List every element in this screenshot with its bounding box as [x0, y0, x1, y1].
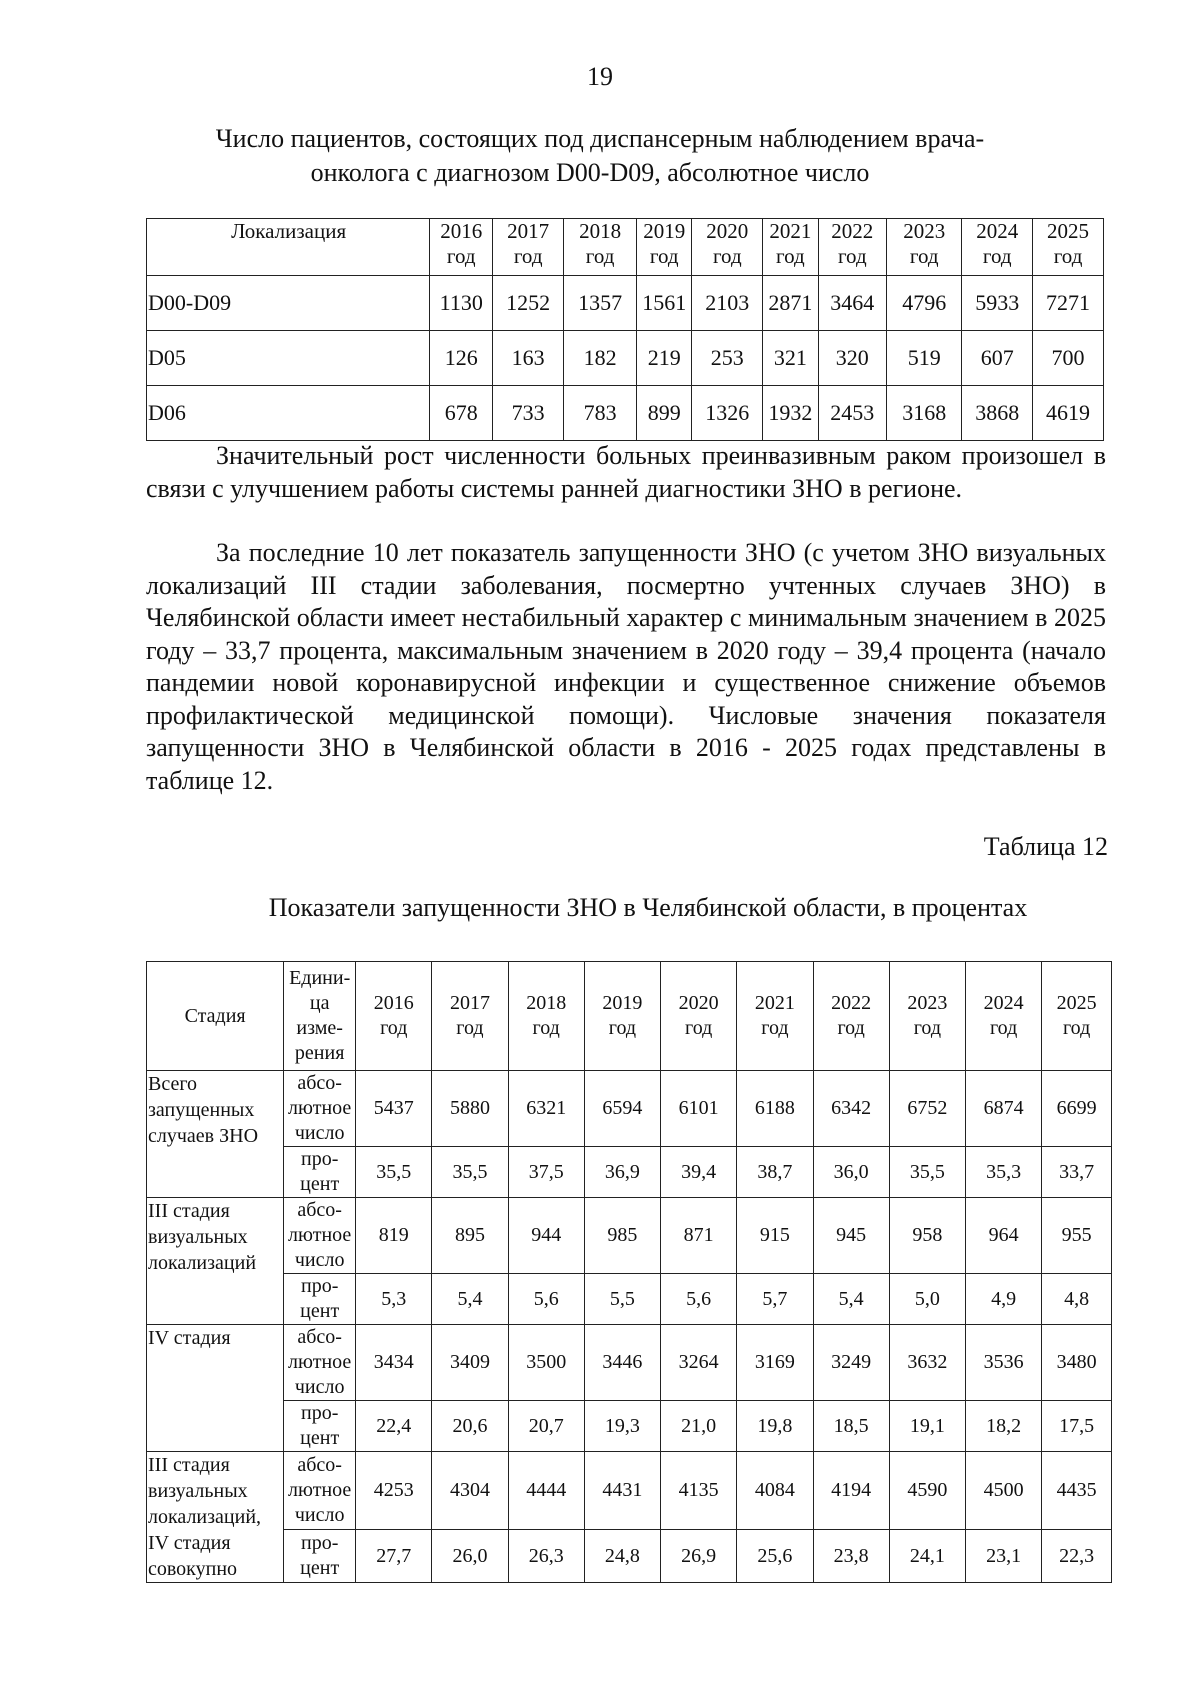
table-cell: 1357 [564, 276, 637, 331]
table-cell: 5,7 [737, 1274, 813, 1325]
unit-label: про-цент [284, 1401, 356, 1452]
year-number: 2020 [678, 992, 719, 1014]
table-cell: 253 [692, 331, 763, 386]
table-cell: 7271 [1033, 276, 1104, 331]
table-cell: 37,5 [508, 1147, 584, 1198]
table-cell: 3480 [1042, 1325, 1112, 1401]
table-cell: 899 [637, 386, 692, 441]
table-cell: 321 [763, 331, 818, 386]
year-suffix: год [989, 1017, 1018, 1039]
unit-label: про-цент [284, 1147, 356, 1198]
unit-label: абсо-лютное число [284, 1452, 356, 1530]
table-cell: 4194 [813, 1452, 889, 1530]
table-cell: 35,3 [965, 1147, 1041, 1198]
header-year-2025 [1033, 219, 1104, 276]
table-cell: 4135 [661, 1452, 737, 1530]
table-cell: 4084 [737, 1452, 813, 1530]
stage-label: III стадия визуальных локализаций, IV стадия совокупно [147, 1452, 284, 1583]
table-cell: 4444 [508, 1452, 584, 1530]
table-cell: 6188 [737, 1071, 813, 1147]
header-year-2024 [965, 962, 1041, 1071]
table-cell: 871 [661, 1198, 737, 1274]
table-cell: 20,7 [508, 1401, 584, 1452]
table-row [147, 1198, 1112, 1274]
stage-label: IV стадия [147, 1325, 284, 1452]
row-label: D06 [147, 386, 430, 441]
year-suffix: год [1053, 244, 1083, 268]
table-cell: 783 [564, 386, 637, 441]
table-cell: 678 [430, 386, 493, 441]
table-cell: 3868 [962, 386, 1033, 441]
table-cell: 19,3 [584, 1401, 660, 1452]
table-cell: 985 [584, 1198, 660, 1274]
year-number: 2016 [373, 992, 414, 1014]
year-number: 2017 [449, 992, 490, 1014]
table-cell: 26,0 [432, 1530, 508, 1583]
table-cell: 4796 [887, 276, 962, 331]
table1-title-line1: Число пациентов, состоящих под диспансерным наблюдением врача- [215, 124, 985, 153]
header-year-2018 [508, 962, 584, 1071]
table-cell: 1932 [763, 386, 818, 441]
page-number: 19 [587, 62, 613, 91]
header-year-2017 [432, 962, 508, 1071]
table-row [147, 386, 1104, 441]
paragraph-neglect: За последние 10 лет показатель запущенности ЗНО (с учетом ЗНО визуальных локализаций III стадии заболевания, посмертно учтенных случаев ЗНО) в Челябинской области имеет нестабильный характер с минимальным значением в 2025 году – 33,7 процента, максимальным значением в 2020 году – 39,4 процента (начало пандемии новой коронавирусной инфекции и существенное снижение объемов профилактической медицинской помощи). Числовые значения показателя запущенности ЗНО в Челябинской области в 2016 - 2025 годах представлены в таблице 12. [146, 538, 1106, 795]
stage-label: Всего запущенных случаев ЗНО [147, 1071, 284, 1198]
year-number: 2021 [754, 992, 795, 1014]
table-cell: 3446 [584, 1325, 660, 1401]
year-number: 2018 [579, 219, 622, 243]
table-cell: 21,0 [661, 1401, 737, 1452]
year-suffix: год [608, 1017, 637, 1039]
header-localization: Локализация [147, 219, 430, 276]
header-year-2023 [887, 219, 962, 276]
table-cell: 3536 [965, 1325, 1041, 1401]
table-cell: 5,6 [661, 1274, 737, 1325]
table-row [147, 1071, 1112, 1147]
table-row [147, 276, 1104, 331]
row-label: D00-D09 [147, 276, 430, 331]
table-cell: 3632 [889, 1325, 965, 1401]
table-cell: 4435 [1042, 1452, 1112, 1530]
table-cell: 6752 [889, 1071, 965, 1147]
table-cell: 35,5 [432, 1147, 508, 1198]
year-suffix: год [446, 244, 476, 268]
table-cell: 25,6 [737, 1530, 813, 1583]
table-header-row [147, 219, 1104, 276]
table12-label: Таблица 12 [983, 832, 1108, 861]
table-cell: 19,1 [889, 1401, 965, 1452]
year-suffix: год [456, 1017, 484, 1039]
year-suffix: год [837, 244, 867, 268]
header-year-2019 [584, 962, 660, 1071]
unit-label: абсо-лютное число [284, 1198, 356, 1274]
table-cell: 33,7 [1042, 1147, 1112, 1198]
table-cell: 1326 [692, 386, 763, 441]
table-cell: 6874 [965, 1071, 1041, 1147]
table-cell: 6594 [584, 1071, 660, 1147]
stage-label: III стадия визуальных локализаций [147, 1198, 284, 1325]
table-cell: 4590 [889, 1452, 965, 1530]
table-cell: 5,5 [584, 1274, 660, 1325]
header-year-2017 [493, 219, 564, 276]
table-cell: 5437 [356, 1071, 432, 1147]
header-year-2020 [661, 962, 737, 1071]
table-cell: 219 [637, 331, 692, 386]
unit-label: про-цент [284, 1530, 356, 1583]
table-cell: 519 [887, 331, 962, 386]
year-suffix: год [685, 1017, 713, 1039]
table-cell: 819 [356, 1198, 432, 1274]
year-suffix: год [982, 244, 1012, 268]
table-cell: 126 [430, 331, 493, 386]
table-cell: 23,1 [965, 1530, 1041, 1583]
year-suffix: год [776, 244, 805, 268]
table-cell: 2453 [818, 386, 887, 441]
header-year-2025 [1042, 962, 1112, 1071]
table-cell: 22,4 [356, 1401, 432, 1452]
table-cell: 3169 [737, 1325, 813, 1401]
neglect-table [146, 961, 1112, 1583]
header-year-2022 [813, 962, 889, 1071]
header-year-2021 [763, 219, 818, 276]
table-cell: 5,6 [508, 1274, 584, 1325]
header-stage: Стадия [147, 962, 284, 1071]
table1-title-line2: онколога с диагнозом D00-D09, абсолютное число [310, 158, 870, 187]
year-suffix: год [761, 1017, 789, 1039]
table-cell: 36,9 [584, 1147, 660, 1198]
table1-title [0, 122, 1200, 190]
table-cell: 36,0 [813, 1147, 889, 1198]
table-header-row [147, 962, 1112, 1071]
table-cell: 955 [1042, 1198, 1112, 1274]
table-cell: 958 [889, 1198, 965, 1274]
table-cell: 5,4 [813, 1274, 889, 1325]
table-cell: 3409 [432, 1325, 508, 1401]
table-cell: 182 [564, 331, 637, 386]
year-number: 2025 [1047, 219, 1090, 243]
table-cell: 320 [818, 331, 887, 386]
table-cell: 2103 [692, 276, 763, 331]
year-number: 2019 [643, 219, 686, 243]
table-cell: 24,8 [584, 1530, 660, 1583]
table-cell: 895 [432, 1198, 508, 1274]
table-cell: 607 [962, 331, 1033, 386]
table-cell: 5880 [432, 1071, 508, 1147]
table-cell: 23,8 [813, 1530, 889, 1583]
table-cell: 163 [493, 331, 564, 386]
header-year-2016 [430, 219, 493, 276]
table-cell: 4304 [432, 1452, 508, 1530]
table-cell: 3249 [813, 1325, 889, 1401]
unit-label: абсо-лютное число [284, 1325, 356, 1401]
year-number: 2021 [769, 219, 812, 243]
year-suffix: год [380, 1017, 408, 1039]
table-cell: 5,3 [356, 1274, 432, 1325]
table-cell: 26,3 [508, 1530, 584, 1583]
table-cell: 3264 [661, 1325, 737, 1401]
table12-title: Показатели запущенности ЗНО в Челябинской области, в процентах [268, 893, 1028, 922]
table-cell: 24,1 [889, 1530, 965, 1583]
table-cell: 38,7 [737, 1147, 813, 1198]
table-cell: 2871 [763, 276, 818, 331]
table-cell: 945 [813, 1198, 889, 1274]
table-cell: 915 [737, 1198, 813, 1274]
year-suffix: год [712, 244, 742, 268]
header-year-2022 [818, 219, 887, 276]
header-year-2019 [637, 219, 692, 276]
year-number: 2023 [907, 992, 948, 1014]
table-row [147, 1325, 1112, 1401]
year-number: 2022 [831, 992, 872, 1014]
table-row [147, 331, 1104, 386]
year-number: 2022 [831, 219, 874, 243]
year-number: 2025 [1056, 992, 1097, 1014]
year-suffix: год [585, 244, 615, 268]
table-cell: 20,6 [432, 1401, 508, 1452]
row-label: D05 [147, 331, 430, 386]
header-year-2023 [889, 962, 965, 1071]
year-number: 2024 [983, 992, 1024, 1014]
table-row [147, 1401, 1112, 1452]
table-cell: 4,9 [965, 1274, 1041, 1325]
table-cell: 27,7 [356, 1530, 432, 1583]
header-year-2024 [962, 219, 1033, 276]
table-cell: 4431 [584, 1452, 660, 1530]
table-cell: 3464 [818, 276, 887, 331]
table-cell: 733 [493, 386, 564, 441]
year-number: 2019 [602, 992, 643, 1014]
paragraph-growth: Значительный рост численности больных преинвазивным раком произошел в связи с улучшением работы системы ранней диагностики ЗНО в регионе. [146, 441, 1106, 503]
table-cell: 4619 [1033, 386, 1104, 441]
table-cell: 18,5 [813, 1401, 889, 1452]
table-cell: 18,2 [965, 1401, 1041, 1452]
year-number: 2023 [903, 219, 946, 243]
table-cell: 6101 [661, 1071, 737, 1147]
year-suffix: год [649, 244, 679, 268]
table-cell: 3500 [508, 1325, 584, 1401]
table-cell: 19,8 [737, 1401, 813, 1452]
table-cell: 6342 [813, 1071, 889, 1147]
table-cell: 4500 [965, 1452, 1041, 1530]
unit-label: про-цент [284, 1274, 356, 1325]
header-year-2018 [564, 219, 637, 276]
year-number: 2017 [507, 219, 550, 243]
table-cell: 6699 [1042, 1071, 1112, 1147]
table-cell: 5933 [962, 276, 1033, 331]
dispensary-table [146, 218, 1104, 441]
table-cell: 5,0 [889, 1274, 965, 1325]
table-cell: 22,3 [1042, 1530, 1112, 1583]
table-cell: 39,4 [661, 1147, 737, 1198]
header-year-2020 [692, 219, 763, 276]
table-cell: 964 [965, 1198, 1041, 1274]
year-number: 2024 [976, 219, 1019, 243]
table-cell: 35,5 [889, 1147, 965, 1198]
unit-label: абсо-лютное число [284, 1071, 356, 1147]
year-number: 2020 [706, 219, 749, 243]
table-cell: 4,8 [1042, 1274, 1112, 1325]
table-row [147, 1530, 1112, 1583]
table-cell: 700 [1033, 331, 1104, 386]
year-suffix: год [909, 244, 939, 268]
table-cell: 1252 [493, 276, 564, 331]
year-suffix: год [913, 1017, 942, 1039]
table-cell: 5,4 [432, 1274, 508, 1325]
header-unit: Едини-ца изме-рения [284, 962, 356, 1071]
year-suffix: год [1062, 1017, 1091, 1039]
year-number: 2016 [440, 219, 483, 243]
table-cell: 17,5 [1042, 1401, 1112, 1452]
year-suffix: год [532, 1017, 560, 1039]
table-row [147, 1452, 1112, 1530]
table-cell: 1130 [430, 276, 493, 331]
table-cell: 26,9 [661, 1530, 737, 1583]
table-cell: 1561 [637, 276, 692, 331]
header-year-2021 [737, 962, 813, 1071]
table-cell: 944 [508, 1198, 584, 1274]
year-suffix: год [837, 1017, 865, 1039]
table-cell: 3434 [356, 1325, 432, 1401]
year-number: 2018 [526, 992, 567, 1014]
header-year-2016 [356, 962, 432, 1071]
table-cell: 4253 [356, 1452, 432, 1530]
table-row [147, 1147, 1112, 1198]
table-row [147, 1274, 1112, 1325]
table-cell: 35,5 [356, 1147, 432, 1198]
table-cell: 6321 [508, 1071, 584, 1147]
table-cell: 3168 [887, 386, 962, 441]
year-suffix: год [513, 244, 543, 268]
